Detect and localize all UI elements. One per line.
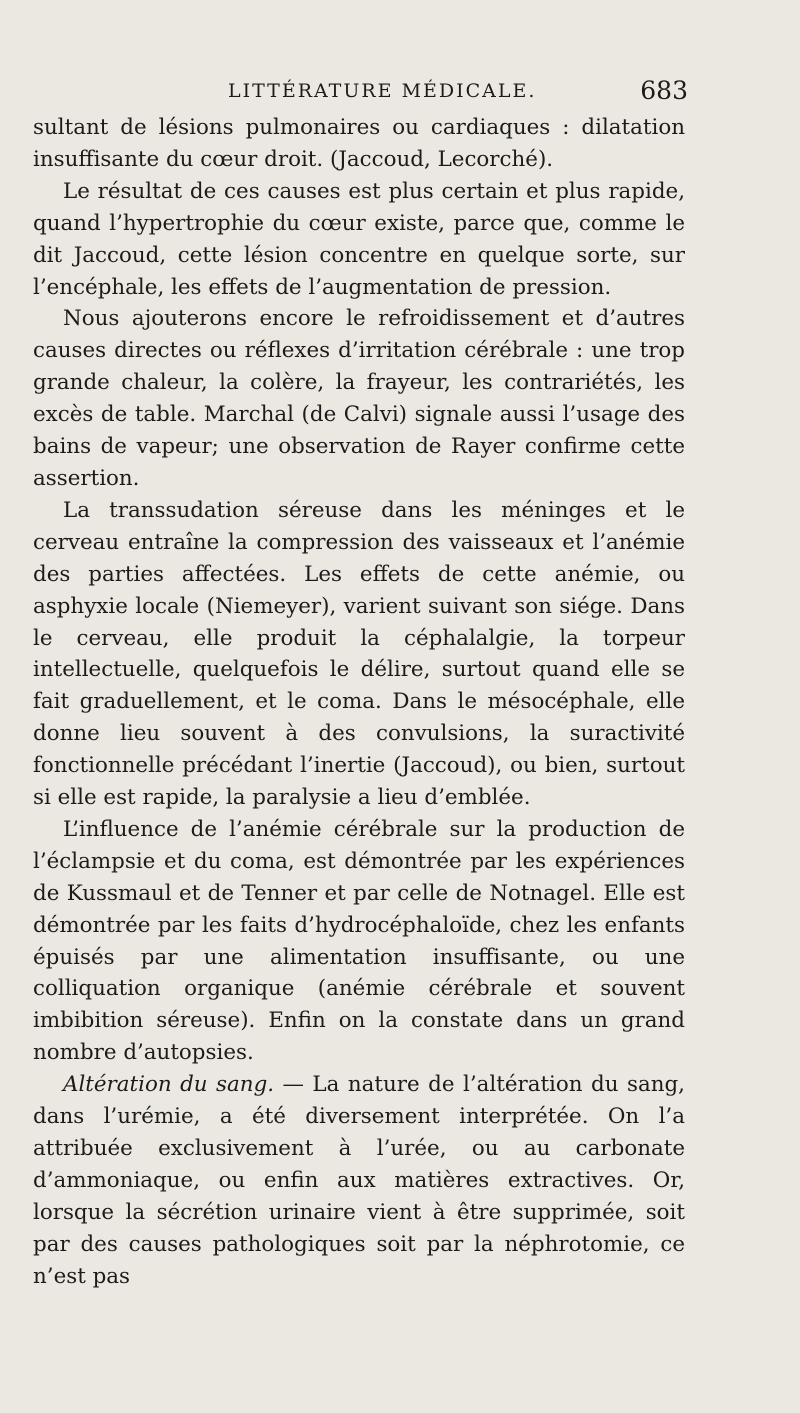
paragraph bbox=[33, 303, 685, 494]
paragraph-text: La transsudation séreuse dans les méninges et le cerveau entraîne la compression des vaisseaux et l’anémie des parties affectées. Les effets de cette anémie, ou asphyxie locale (Niemeyer), varient suivant son siége. Dans le cerveau, elle produit la céphalalgie, la torpeur intellectuelle, quelquefois le délire, surtout quand elle se fait graduellement, et le coma. Dans le mésocéphale, elle donne lieu souvent à des convulsions, la suractivité fonctionnelle précédant l’inertie (Jaccoud), ou bien, surtout si elle est rapide, la paralysie a lieu d’emblée. bbox=[33, 497, 685, 811]
paragraph bbox=[33, 495, 685, 814]
running-title: LITTÉRATURE MÉDICALE. bbox=[228, 80, 537, 102]
paragraph-text: Le résultat de ces causes est plus certain et plus rapide, quand l’hypertrophie du cœur existe, parce que, comme le dit Jaccoud, cette lésion concentre en quelque sorte, sur l’encéphale, les effets de l’augmentation de pression. bbox=[33, 178, 685, 300]
page-number: 683 bbox=[640, 76, 688, 105]
paragraph bbox=[33, 1069, 685, 1292]
paragraph bbox=[33, 176, 685, 304]
paragraph bbox=[33, 814, 685, 1069]
paragraph-text: Nous ajouterons encore le refroidissement et d’autres causes directes ou réflexes d’irritation cérébrale : une trop grande chaleur, la colère, la frayeur, les contrariétés, les excès de table. Marchal (de Calvi) signale aussi l’usage des bains de vapeur; une observation de Rayer confirme cette assertion. bbox=[33, 306, 685, 491]
paragraph-text: L’influence de l’anémie cérébrale sur la production de l’éclampsie et du coma, est démontrée par les expériences de Kussmaul et de Tenner et par celle de Notnagel. Elle est démontrée par les faits d’hydrocéphaloïde, chez les enfants épuisés par une alimentation insuffisante, ou une colliquation organique (anémie cérébrale et souvent imbibition séreuse). Enfin on la constate dans un grand nombre d’autopsies. bbox=[33, 816, 685, 1066]
paragraph-text: — La nature de l’altération du sang, dans l’urémie, a été diversement interprétée. On l’a attribuée exclusivement à l’urée, ou au carbonate d’ammoniaque, ou enfin aux matières extractives. Or, lorsque la sécrétion urinaire vient à être supprimée, soit par des causes pathologiques soit par la néphrotomie, ce n’est pas bbox=[33, 1072, 685, 1289]
running-head bbox=[0, 76, 688, 106]
paragraph-text: sultant de lésions pulmonaires ou cardiaques : dilatation insuffisante du cœur droit. (Jaccoud, Lecorché). bbox=[33, 115, 685, 172]
body-text bbox=[33, 112, 685, 1293]
paragraph-continuation bbox=[33, 112, 685, 176]
section-heading-italic: Altération du sang. bbox=[63, 1072, 275, 1098]
